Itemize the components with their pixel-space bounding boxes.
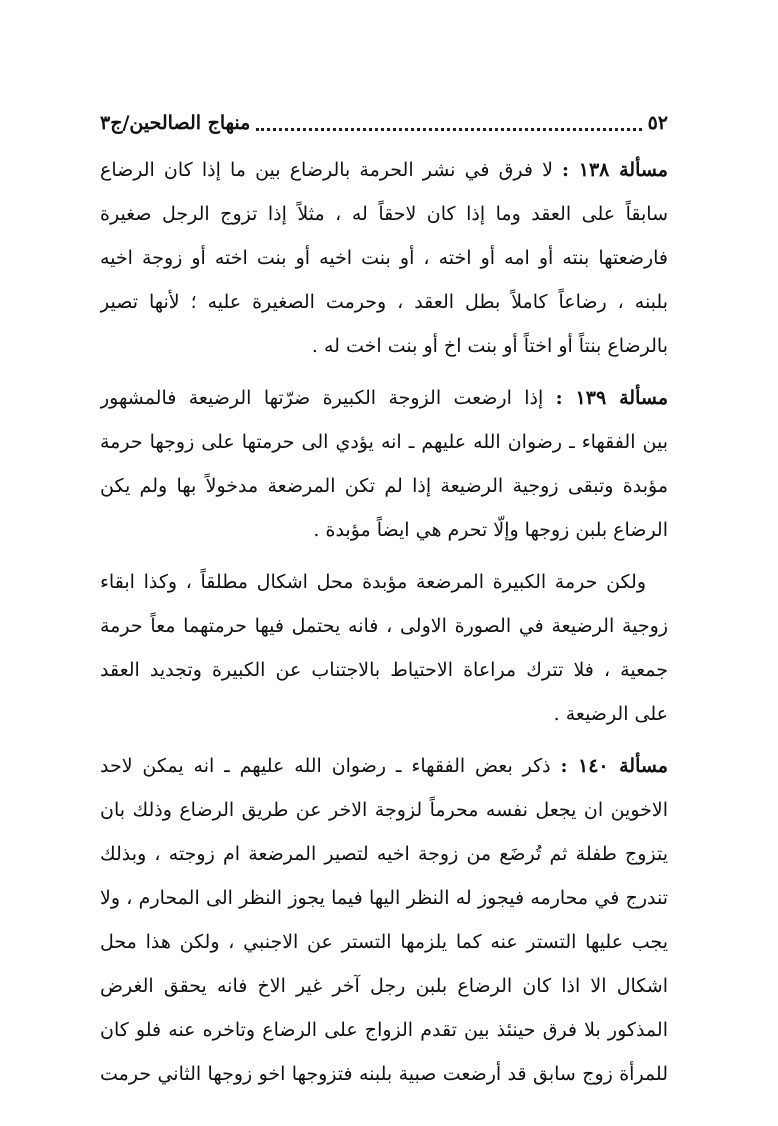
text-line: سابقاً على العقد وما إذا كان لاحقاً له ، مثلاً إذا تزوج الرجل صغيرة bbox=[100, 203, 668, 225]
text-line: فارضعتها بنته أو امه أو اخته ، أو بنت اخيه أو بنت اخته أو زوجة اخيه bbox=[100, 247, 668, 269]
paragraph-continuation bbox=[100, 560, 668, 736]
header-dot-leader bbox=[256, 128, 641, 131]
text-line: مؤبدة وتبقى زوجية الرضيعة إذا لم تكن المرضعة مدخولاً بها ولم يكن bbox=[100, 475, 668, 497]
text-line: بلبنه ، رضاعاً كاملاً بطل العقد ، وحرمت الصغيرة عليه ؛ لأنها تصير bbox=[100, 291, 668, 313]
text-line: الاخوين ان يجعل نفسه محرماً لزوجة الاخر عن طريق الرضاع وذلك بان bbox=[100, 799, 668, 821]
text-line: المذكور بلا فرق حينئذ بين تقدم الزواج على الرضاع وتاخره عنه فلو كان bbox=[100, 1019, 668, 1041]
text-line: تندرج في محارمه فيجوز له النظر اليها فيما يجوز النظر الى المحارم ، ولا bbox=[100, 887, 668, 909]
line-text: إذا ارضعت الزوجة الكبيرة ضرّتها الرضيعة فالمشهور bbox=[100, 387, 544, 409]
masala-label: مسألة ١٣٨ : bbox=[562, 159, 668, 181]
page-number: ٥٢ bbox=[647, 112, 668, 134]
text-line: اشكال الا اذا كان الرضاع بلبن رجل آخر غير الاخ فانه يحقق الغرض bbox=[100, 975, 668, 997]
text-line: يتزوج طفلة ثم تُرضَع من زوجة اخيه لتصير المرضعة ام زوجته ، وبذلك bbox=[100, 843, 668, 865]
text-line bbox=[100, 376, 668, 420]
text-line: على الرضيعة . bbox=[553, 703, 668, 725]
text-line: زوجية الرضيعة في الصورة الاولى ، فانه يحتمل فيها حرمتهما معاً حرمة bbox=[100, 615, 668, 637]
text-line: يجب عليها التستر عنه كما يلزمها التستر عن الاجنبي ، ولكن هذا محل bbox=[100, 931, 668, 953]
paragraph-masala-140 bbox=[100, 744, 668, 1096]
text-line: ولكن حرمة الكبيرة المرضعة مؤبدة محل اشكال مطلقاً ، وكذا ابقاء bbox=[100, 571, 646, 593]
text-line bbox=[100, 744, 668, 788]
book-title: منهاج الصالحين/ج٣ bbox=[100, 112, 251, 134]
text-line: جمعية ، فلا تترك مراعاة الاحتياط بالاجتناب عن الكبيرة وتجديد العقد bbox=[100, 659, 668, 681]
masala-label: مسألة ١٤٠ : bbox=[560, 755, 668, 777]
text-line: الرضاع بلبن زوجها وإلّا تحرم هي ايضاً مؤبدة . bbox=[313, 519, 668, 541]
line-text: ذكر بعض الفقهاء ـ رضوان الله عليهم ـ انه يمكن لاحد bbox=[100, 755, 551, 777]
text-line: بين الفقهاء ـ رضوان الله عليهم ـ انه يؤدي الى حرمتها على زوجها حرمة bbox=[100, 431, 668, 453]
page-body bbox=[100, 148, 668, 1096]
page-header bbox=[100, 108, 668, 138]
paragraph-masala-138 bbox=[100, 148, 668, 368]
text-line: للمرأة زوج سابق قد أرضعت صبية بلبنه فتزوجها اخو زوجها الثاني حرمت bbox=[100, 1063, 668, 1085]
paragraph-masala-139 bbox=[100, 376, 668, 552]
masala-label: مسألة ١٣٩ : bbox=[555, 387, 668, 409]
text-line: بالرضاع بنتاً أو اختاً أو بنت اخ أو بنت اخت له . bbox=[311, 335, 668, 357]
line-text: لا فرق في نشر الحرمة بالرضاع بين ما إذا كان الرضاع bbox=[100, 159, 553, 181]
text-line bbox=[100, 148, 668, 192]
